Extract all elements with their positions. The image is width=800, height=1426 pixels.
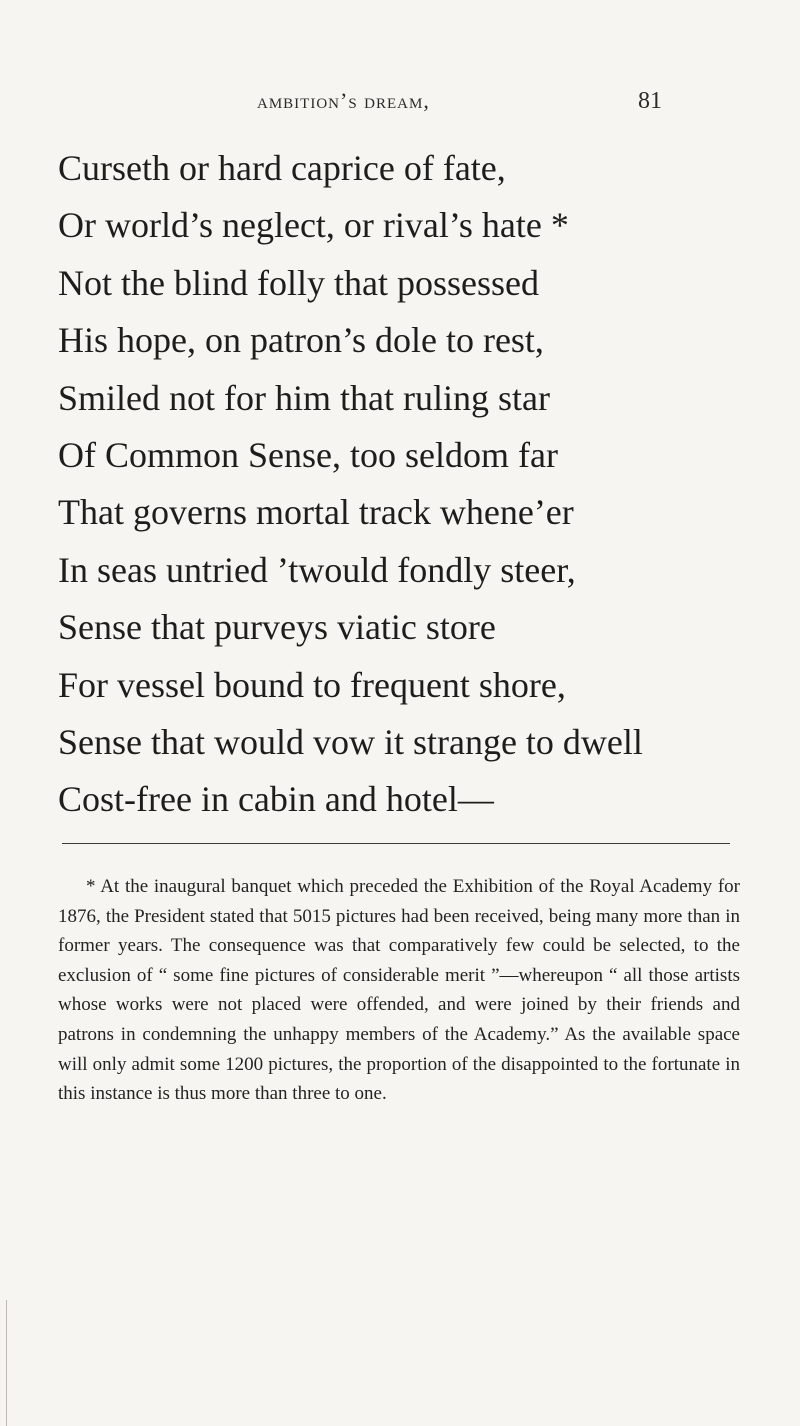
poem-stanza xyxy=(58,140,758,829)
poem-line: Or world’s neglect, or rival’s hate * xyxy=(58,205,569,246)
page-number: 81 xyxy=(638,88,662,114)
page-edge-mark xyxy=(6,1300,7,1426)
running-title: ambition’s dream, xyxy=(257,88,430,113)
poem-line: His hope, on patron’s dole to rest, xyxy=(58,320,544,361)
poem-line: Curseth or hard caprice of fate, xyxy=(58,148,506,188)
poem-line: For vessel bound to frequent shore, xyxy=(58,664,566,705)
poem-line: Smiled not for him that ruling star xyxy=(58,377,550,418)
footnote: * At the inaugural banquet which preceded the Exhibition of the Royal Academy for 1876, the President stated that 5015 pictures had been received, being many more than in former years. The consequence was that comparatively few could be selected, to the exclusion of “ some fine pictures of considerable merit ”—whereupon “ all those artists whose works were not placed were offended, and were joined by their friends and patrons in condemning the unhappy members of the Academy.” As the available space will only admit some 1200 pictures, the proportion of the disappointed to the fortunate in this instance is thus more than three to one. xyxy=(58,876,740,1105)
poem-line: Cost-free in cabin and hotel— xyxy=(58,779,494,820)
running-header xyxy=(0,88,800,128)
poem-line: Not the blind folly that possessed xyxy=(58,262,539,303)
poem-line: Of Common Sense, too seldom far xyxy=(58,435,558,476)
poem-line: Sense that would vow it strange to dwell xyxy=(58,722,643,763)
poem-line: That governs mortal track whene’er xyxy=(58,492,574,533)
footnote-separator-rule xyxy=(62,843,730,844)
poem-line: Sense that purveys viatic store xyxy=(58,607,496,648)
poem-line: In seas untried ’twould fondly steer, xyxy=(58,549,576,590)
